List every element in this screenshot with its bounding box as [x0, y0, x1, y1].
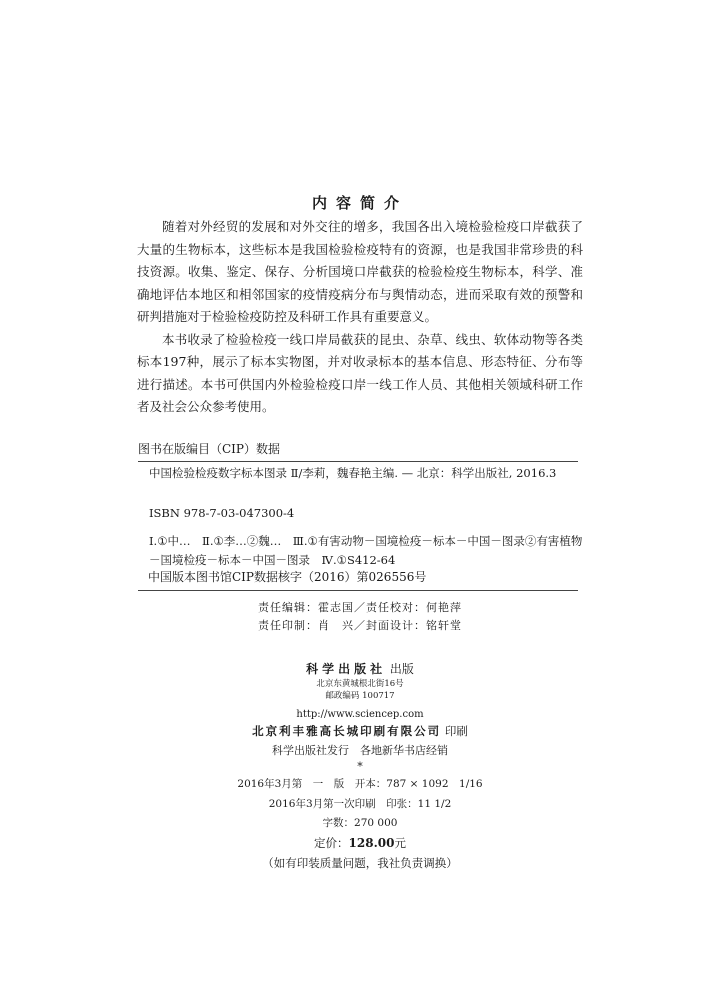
publisher-address: 北京东黄城根北街16号 — [316, 679, 404, 689]
summary-paragraph-2: 本书收录了检验检疫一线口岸局截获的昆虫、杂草、线虫、软体动物等各类标本197种，展示了标本实物图，并对收录标本的基本信息、形态特征、分布等进行描述。本书可供国内外检验检疫口岸一线工作人员、其他相关领域科研工作者及社会公众参考使用。 — [137, 331, 583, 414]
quality-note: （如有印装质量问题，我社负责调换） — [262, 856, 458, 870]
printing-line: 2016年3月第一次印刷 印张：11 1/2 — [268, 798, 452, 810]
cip-record-number: 中国版本图书馆CIP数据核字（2016）第026556号 — [138, 568, 578, 591]
staff-line-production: 责任印制：肖 兴／封面设计：铭轩堂 — [258, 619, 462, 632]
printer-suffix: 印刷 — [444, 724, 468, 738]
edition-line: 2016年3月第 一 版 开本：787 × 1092 1/16 — [237, 778, 483, 790]
cip-isbn: ISBN 978-7-03-047300-4 — [149, 506, 295, 520]
summary-abstract — [137, 216, 583, 419]
summary-paragraph-1: 随着对外经贸的发展和对外交往的增多，我国各出入境检验检疫口岸截获了大量的生物标本，这些标本是我国检验检疫特有的资源，也是我国非常珍贵的科技资源。收集、鉴定、保存、分析国境口岸截获的检验检疫生物标本，科学、准确地评估本地区和相邻国家的疫情疫病分布与舆情动态，进而采取有效的预警和研判措施对于检验检疫防控及科研工作具有重要意义。 — [137, 219, 583, 324]
separator-star: * — [357, 760, 363, 773]
price-value: 128.00 — [348, 836, 395, 850]
publisher-postcode: 邮政编码 100717 — [325, 691, 395, 701]
publisher-suffix: 出版 — [389, 662, 414, 676]
price-unit: 元 — [394, 836, 406, 850]
staff-line-editors: 责任编辑：霍志国／责任校对：何艳萍 — [258, 601, 462, 614]
distribution-line: 科学出版社发行 各地新华书店经销 — [272, 744, 448, 757]
publisher-url: http://www.sciencep.com — [296, 709, 424, 720]
cip-classification: Ⅰ.①中… Ⅱ.①李…②魏… Ⅲ.①有害动物－国境检疫－标本－中国－图录②有害植物－国境检疫－标本－中国－图录 Ⅳ.①S412-64 — [149, 534, 583, 567]
cip-heading: 图书在版编目（CIP）数据 — [138, 440, 578, 462]
printer-line — [0, 722, 720, 740]
price-line — [0, 832, 720, 854]
imprint-block — [0, 660, 720, 872]
summary-title: 内容简介 — [311, 194, 408, 212]
price-label: 定价： — [314, 836, 349, 850]
publisher-line — [0, 660, 720, 678]
printer-name: 北京利丰雅高长城印刷有限公司 — [252, 724, 442, 738]
publisher-name: 科学出版社 — [306, 662, 387, 676]
word-count: 字数：270 000 — [322, 817, 398, 829]
cip-main-entry: 中国检验检疫数字标本图录 Ⅱ/李莉，魏春艳主编. — 北京：科学出版社, 2016.3 — [149, 466, 557, 480]
